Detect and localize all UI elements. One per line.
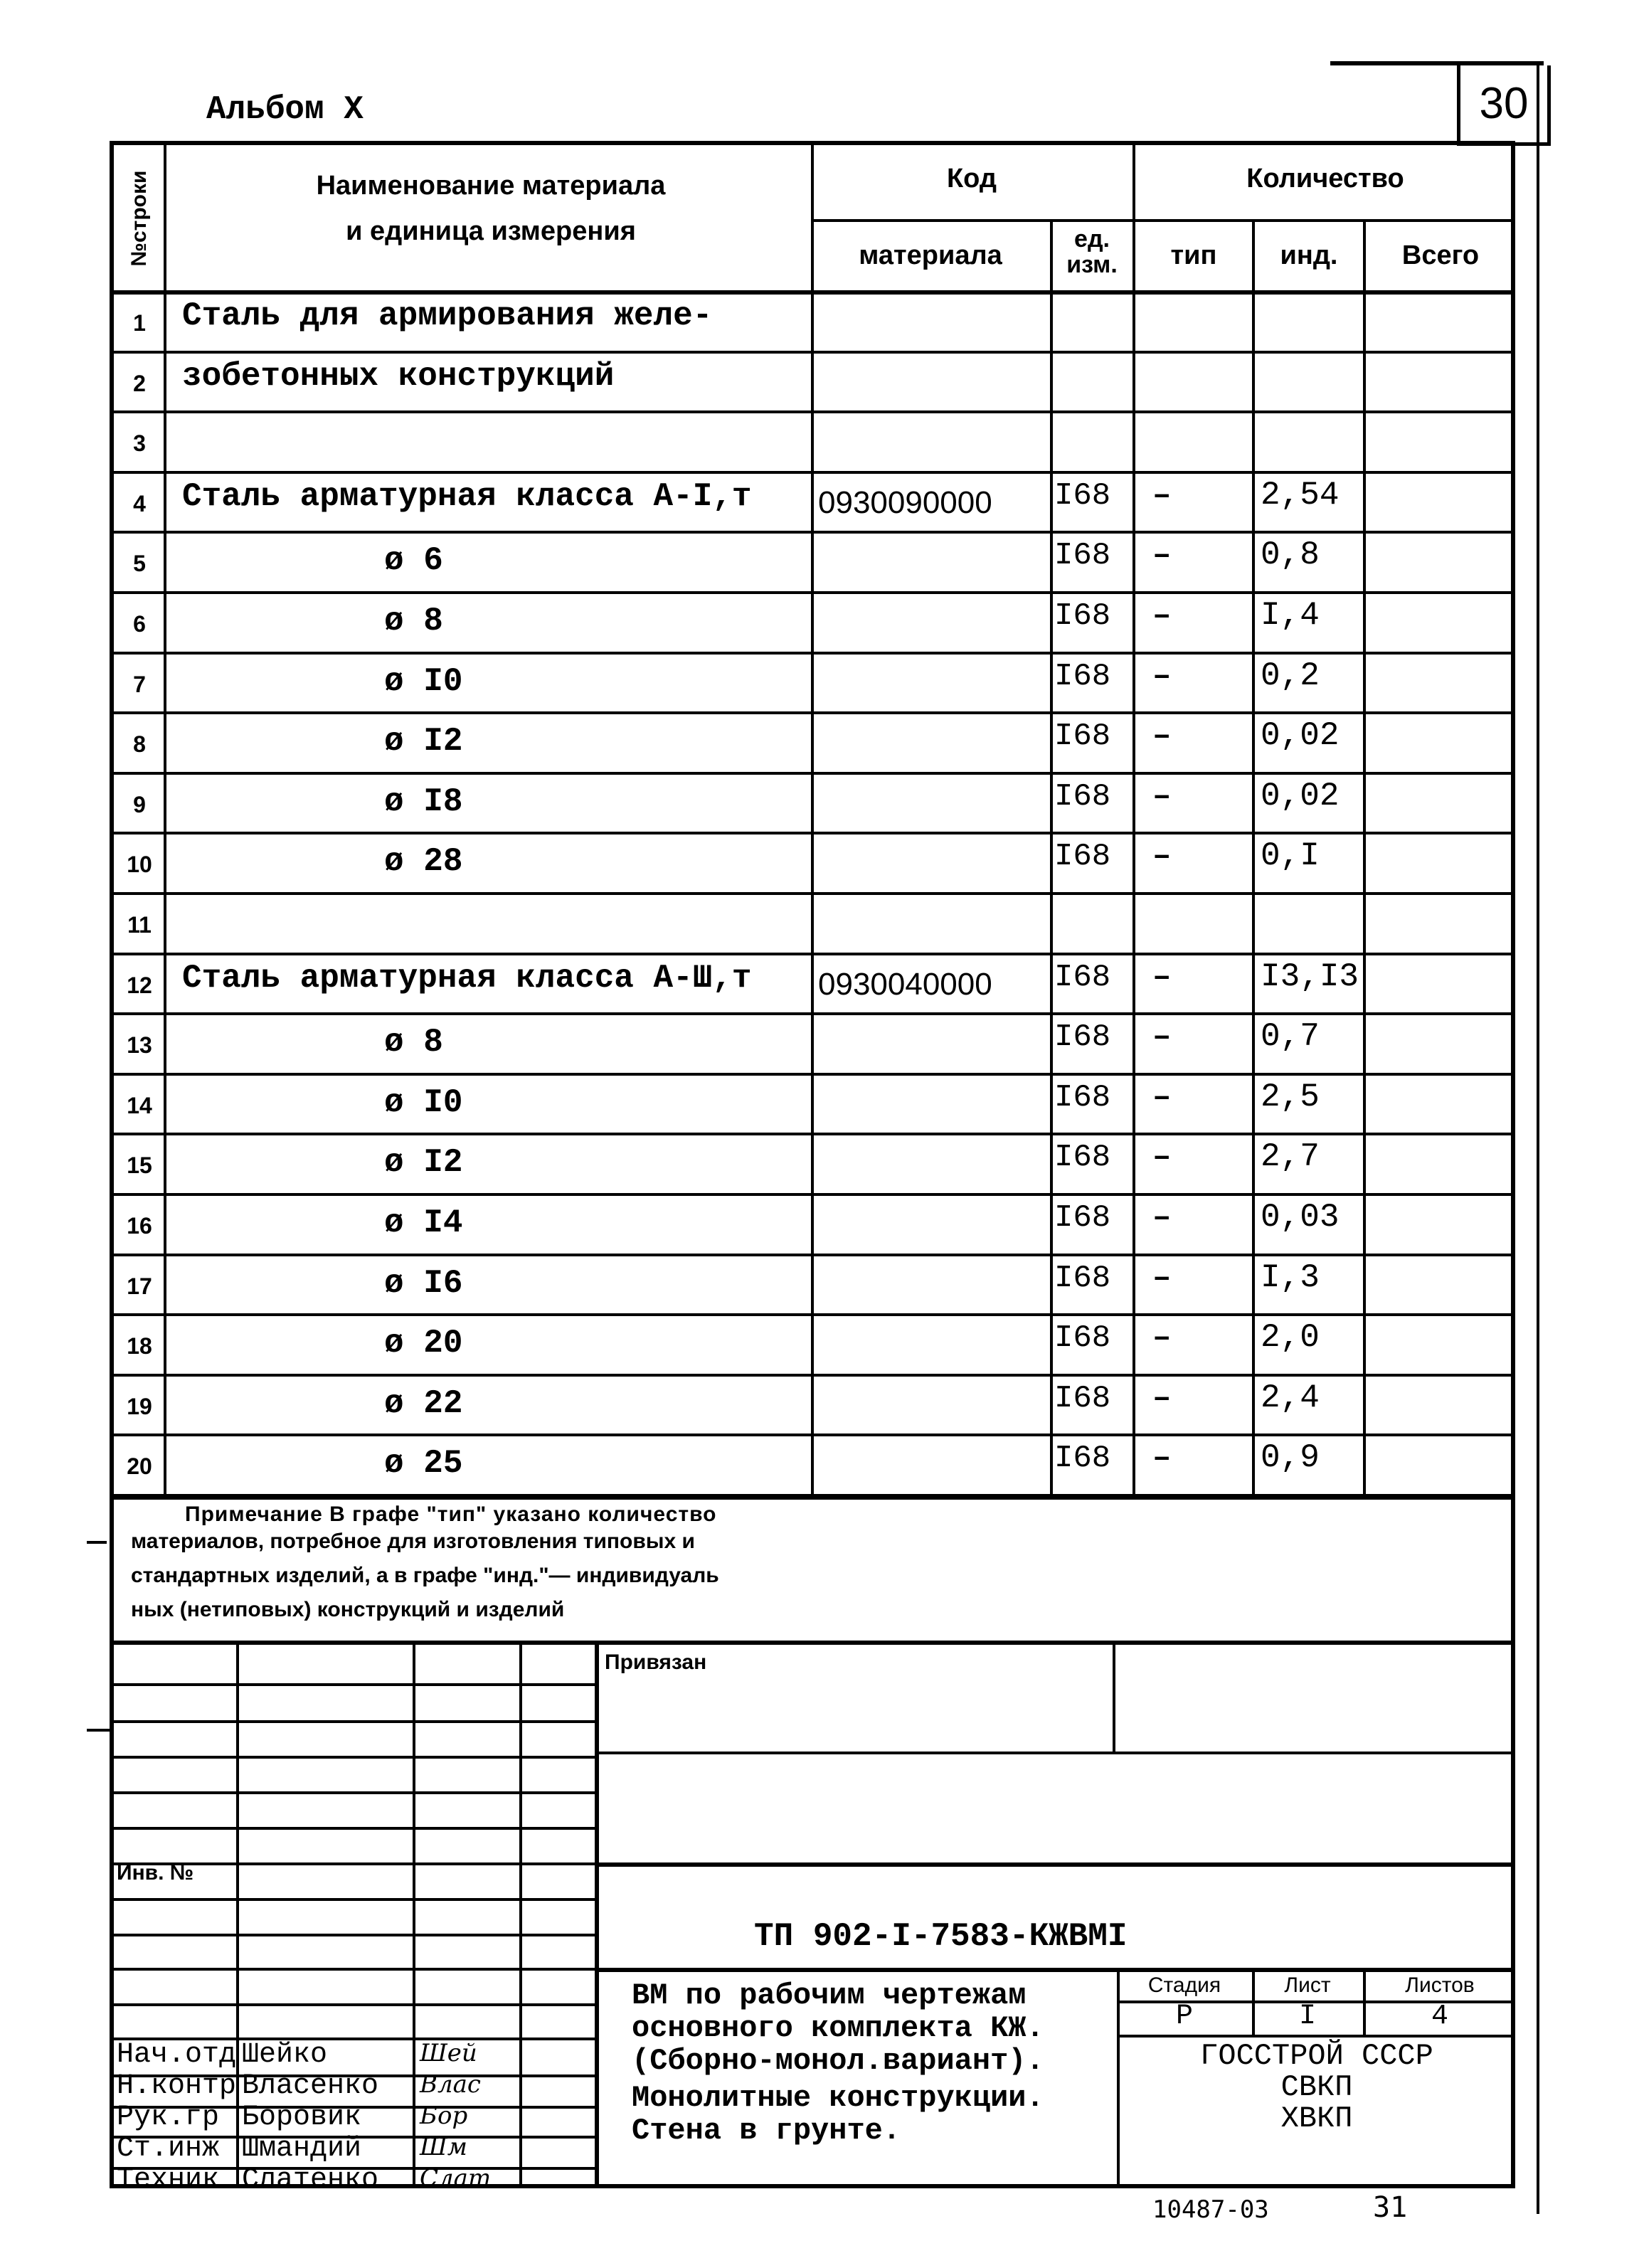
org-line3: ХВКП: [1280, 2102, 1353, 2136]
material-name: Сталь арматурная класса А-I,т: [182, 477, 752, 515]
staff-name: Шмандий: [242, 2133, 362, 2165]
staff-role: Техник: [117, 2164, 220, 2196]
staff-signature: Бор: [420, 2102, 468, 2130]
qty-type: –: [1152, 839, 1172, 875]
materials-table: [110, 141, 1515, 1526]
org-line1: ГОССТРОЙ СССР: [1200, 2039, 1433, 2073]
material-name: ø 8: [384, 1024, 443, 1061]
table-row: [114, 832, 1515, 892]
stage-label: Стадия: [1147, 1973, 1221, 1997]
material-name: ø I0: [384, 662, 463, 700]
table-row: [114, 1254, 1515, 1314]
table-row: [114, 772, 1515, 832]
qty-type: –: [1152, 959, 1172, 995]
row-number: 3: [133, 430, 146, 457]
unit-code: I68: [1054, 1320, 1111, 1357]
header-row-no: №строки: [127, 170, 151, 267]
header-code-unit: ед. изм.: [1066, 226, 1118, 278]
material-name: ø I2: [384, 723, 463, 761]
description-line3: (Сборно-монол.вариант).: [632, 2044, 1044, 2078]
qty-type: –: [1152, 1441, 1172, 1477]
unit-code: I68: [1054, 839, 1111, 875]
qty-type: –: [1152, 1380, 1172, 1416]
qty-ind: I,4: [1261, 597, 1320, 634]
staff-role: Н.контр: [117, 2070, 237, 2102]
table-row: [114, 471, 1515, 531]
right-margin-line: [1537, 65, 1539, 2214]
note-right-border: [1511, 1488, 1515, 1645]
table-row: [114, 1133, 1515, 1193]
note-line4: ных (нетиповых) конструкций и изделий: [131, 1598, 565, 1621]
qty-type: –: [1152, 1200, 1172, 1236]
material-name: ø 8: [384, 603, 443, 640]
material-name: ø I6: [384, 1264, 463, 1302]
qty-ind: I,3: [1261, 1258, 1320, 1296]
description: [632, 1979, 1044, 2147]
qty-type: –: [1152, 538, 1172, 574]
note-left-border: [110, 1488, 114, 1645]
staff-signature: Шм: [420, 2133, 467, 2161]
table-row: [114, 652, 1515, 712]
qty-type: –: [1152, 1260, 1172, 1296]
table-row: [114, 531, 1515, 591]
staff-signature: Слат: [420, 2164, 492, 2193]
table-row: [114, 892, 1515, 953]
material-name: ø I4: [384, 1204, 463, 1241]
note-line1: Примечание В графе "тип" указано количество: [185, 1503, 717, 1526]
row-number: 7: [133, 671, 146, 697]
qty-type: –: [1152, 1320, 1172, 1357]
description-line5: Стена в грунте.: [632, 2114, 901, 2148]
sheets-label: Листов: [1405, 1973, 1475, 1997]
table-row: [114, 1193, 1515, 1254]
table-row: [114, 351, 1515, 411]
unit-code: I68: [1054, 959, 1111, 995]
qty-ind: 0,02: [1261, 777, 1340, 815]
note-line2: материалов, потребное для изготовления типовых и: [131, 1530, 695, 1553]
qty-ind: 2,5: [1261, 1078, 1320, 1116]
unit-code: I68: [1054, 1200, 1111, 1236]
sheet-label: Лист: [1284, 1973, 1331, 1997]
unit-code: I68: [1054, 1140, 1111, 1176]
header-qty-type: тип: [1170, 240, 1217, 270]
inv-no-label: Инв. №: [117, 1861, 194, 1885]
staff-name: Шейко: [242, 2039, 328, 2071]
material-name: зобетонных конструкций: [182, 357, 615, 395]
title-block: [110, 1641, 1515, 2196]
org-line2: СВКП: [1280, 2070, 1353, 2104]
header-qty-ind: инд.: [1280, 240, 1338, 270]
table-row: [114, 1374, 1515, 1434]
qty-type: –: [1152, 719, 1172, 755]
margin-tick-2: [87, 1729, 111, 1732]
qty-type: –: [1152, 477, 1172, 514]
table-row: [114, 290, 1515, 351]
unit-code: I68: [1054, 1260, 1111, 1296]
unit-code: I68: [1054, 719, 1111, 755]
row-number: 10: [127, 852, 152, 878]
qty-ind: I3,I3: [1261, 958, 1359, 995]
qty-ind: 2,0: [1261, 1319, 1320, 1357]
row-number: 13: [127, 1032, 152, 1059]
table-row: [114, 711, 1515, 772]
table-row: [114, 1434, 1515, 1494]
material-name: ø I0: [384, 1083, 463, 1121]
organization: [1118, 2040, 1515, 2134]
table-row: [114, 1012, 1515, 1073]
material-name: ø 28: [384, 843, 463, 881]
qty-ind: 0,2: [1261, 657, 1320, 694]
row-number: 9: [133, 791, 146, 817]
row-number: 1: [133, 310, 146, 336]
margin-tick: [87, 1541, 107, 1544]
table-row: [114, 591, 1515, 652]
row-number: 6: [133, 611, 146, 637]
material-name: Сталь арматурная класса А-Ш,т: [182, 959, 752, 997]
staff-role: Ст.инж: [117, 2133, 220, 2165]
row-number: 16: [127, 1213, 152, 1239]
staff-role: Нач.отд: [117, 2039, 237, 2071]
header-code: Код: [946, 164, 997, 194]
header-code-material: материала: [859, 240, 1002, 270]
table-row: [114, 410, 1515, 471]
unit-code: I68: [1054, 598, 1111, 634]
qty-type: –: [1152, 1140, 1172, 1176]
header-name-line2: и единица измерения: [346, 216, 636, 246]
row-number: 17: [127, 1273, 152, 1299]
qty-ind: 2,4: [1261, 1379, 1320, 1416]
table-row: [114, 1313, 1515, 1374]
note-line3: стандартных изделий, а в графе "инд."— индивидуаль: [131, 1564, 719, 1587]
sheet-number: 30: [1479, 79, 1529, 128]
qty-type: –: [1152, 1079, 1172, 1116]
material-name: Сталь для армирования желе-: [182, 297, 713, 334]
staff-name: Власенко: [242, 2070, 379, 2102]
unit-code: I68: [1054, 658, 1111, 694]
album-title: Альбом X: [206, 91, 364, 128]
unit-code: I68: [1054, 1441, 1111, 1477]
header-name-line1: Наименование материала: [316, 171, 666, 201]
row-number: 4: [133, 490, 146, 516]
row-number: 12: [127, 972, 152, 998]
staff-signature: Шей: [420, 2039, 477, 2067]
bound-label: Привязан: [605, 1650, 707, 1674]
sheets-value: 4: [1431, 2001, 1448, 2033]
stage-value: Р: [1175, 2001, 1193, 2033]
material-name: ø 20: [384, 1325, 463, 1362]
table-row: [114, 953, 1515, 1013]
page-number: 31: [1373, 2191, 1408, 2224]
unit-code: I68: [1054, 477, 1111, 514]
doc-code: ТП 902-I-7583-КЖВМI: [754, 1918, 1128, 1955]
table-row: [114, 1073, 1515, 1133]
qty-ind: 0,03: [1261, 1199, 1340, 1236]
unit-code: I68: [1054, 538, 1111, 574]
header-subdivider: [811, 219, 1515, 222]
unit-code: I68: [1054, 1019, 1111, 1056]
material-code: 0930090000: [818, 484, 992, 520]
header-quantity: Количество: [1246, 164, 1404, 194]
material-name: ø I8: [384, 783, 463, 820]
material-name: ø 22: [384, 1384, 463, 1422]
archive-number: 10487-03: [1152, 2195, 1269, 2224]
unit-code: I68: [1054, 778, 1111, 815]
unit-code: I68: [1054, 1380, 1111, 1416]
row-divider: [114, 1494, 1515, 1497]
qty-type: –: [1152, 598, 1172, 634]
qty-ind: 0,7: [1261, 1018, 1320, 1056]
staff-role: Рук.гр: [117, 2102, 220, 2134]
row-number: 5: [133, 551, 146, 577]
qty-ind: 0,9: [1261, 1439, 1320, 1477]
qty-ind: 2,54: [1261, 476, 1340, 514]
sheet-value: I: [1298, 2001, 1316, 2033]
qty-type: –: [1152, 658, 1172, 694]
row-number: 14: [127, 1092, 152, 1118]
description-line4: Монолитные конструкции.: [632, 2081, 1044, 2115]
row-number: 8: [133, 731, 146, 758]
staff-name: Слатенко: [242, 2164, 379, 2196]
material-code: 0930040000: [818, 966, 992, 1002]
qty-type: –: [1152, 778, 1172, 815]
row-number: 11: [127, 912, 152, 938]
qty-ind: 0,8: [1261, 536, 1320, 574]
row-number: 18: [127, 1333, 152, 1360]
header-qty-total: Всего: [1401, 240, 1480, 270]
material-name: ø 6: [384, 542, 443, 580]
staff-signature: Влас: [420, 2070, 481, 2099]
qty-ind: 0,02: [1261, 717, 1340, 755]
description-line2: основного комплекта КЖ.: [632, 2011, 1044, 2045]
qty-ind: 2,7: [1261, 1138, 1320, 1176]
unit-code: I68: [1054, 1079, 1111, 1116]
material-name: ø 25: [384, 1445, 463, 1483]
row-number: 2: [133, 370, 146, 396]
description-line1: ВМ по рабочим чертежам: [632, 1978, 1027, 2013]
qty-ind: 0,I: [1261, 837, 1320, 875]
row-number: 19: [127, 1393, 152, 1419]
row-number: 20: [127, 1453, 152, 1480]
row-number: 15: [127, 1152, 152, 1179]
material-name: ø I2: [384, 1144, 463, 1182]
qty-type: –: [1152, 1019, 1172, 1056]
staff-name: Боровик: [242, 2102, 362, 2134]
